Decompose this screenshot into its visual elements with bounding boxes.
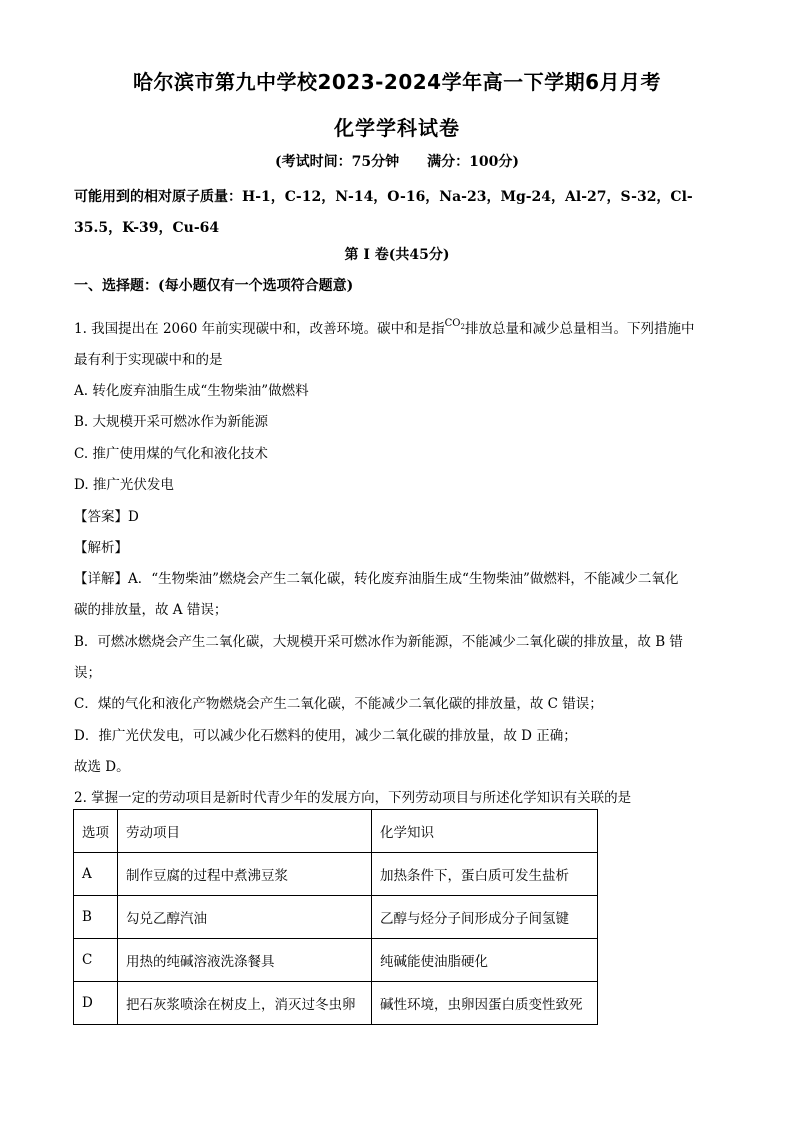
q1-stem-b: 排放总量和减少总量相当。下列措施中 [464, 321, 695, 337]
table-cell: 加热条件下，蛋白质可发生盐析 [372, 853, 598, 896]
table-cell: A [74, 853, 118, 896]
q1-detail-line: 误； [74, 665, 101, 681]
table-header-row [74, 810, 598, 853]
q1-detail-line: 【详解】A．“生物柴油”燃烧会产生二氧化碳，转化废弃油脂生成“生物柴油”做燃料，不能减少二氧化 [74, 571, 679, 587]
atomic-mass-line-2: 35.5，K-39，Cu-64 [74, 220, 220, 236]
table-cell: 纯碱能使油脂硬化 [372, 939, 598, 982]
q1-stem-line-1 [74, 317, 694, 338]
table-row [74, 982, 598, 1025]
table-row [74, 896, 598, 939]
part-heading: 一、选择题：(每小题仅有一个选项符合题意) [74, 278, 354, 294]
q1-detail-line: B．可燃冰燃烧会产生二氧化碳，大规模开采可燃冰作为新能源，不能减少二氧化碳的排放量，故 B 错 [74, 634, 683, 650]
q1-detail-line: C．煤的气化和液化产物燃烧会产生二氧化碳，不能减少二氧化碳的排放量，故 C 错误； [74, 696, 603, 712]
exam-meta [0, 151, 794, 171]
q1-detail-line: 碳的排放量，故 A 错误； [74, 602, 228, 618]
table-cell: D [74, 982, 118, 1025]
table-cell: 勾兑乙醇汽油 [118, 896, 372, 939]
full-score: 满分：100分) [427, 154, 519, 170]
q1-answer: 【答案】D [74, 509, 139, 525]
table-cell: B [74, 896, 118, 939]
q1-option-c: C. 推广使用煤的气化和液化技术 [74, 446, 268, 462]
table-header-cell: 化学知识 [372, 810, 598, 853]
q1-detail-line: D．推广光伏发电，可以减少化石燃料的使用，减少二氧化碳的排放量，故 D 正确； [74, 728, 577, 744]
table-cell: 乙醇与烃分子间形成分子间氢键 [372, 896, 598, 939]
q1-detail-line: 故选 D。 [74, 759, 130, 775]
table-header-cell: 选项 [74, 810, 118, 853]
q1-stem-a: 1. 我国提出在 2060 年前实现碳中和，改善环境。碳中和是指 [74, 321, 445, 337]
table-cell: 用热的纯碱溶液洗涤餐具 [118, 939, 372, 982]
table-cell: 制作豆腐的过程中煮沸豆浆 [118, 853, 372, 896]
co2-formula: CO2 [444, 318, 465, 331]
atomic-mass-note [74, 182, 724, 244]
q1-option-a: A. 转化废弃油脂生成“生物柴油”做燃料 [74, 383, 309, 399]
table-header-cell: 劳动项目 [118, 810, 372, 853]
table-cell: 把石灰浆喷涂在树皮上，消灭过冬虫卵 [118, 982, 372, 1025]
table-row [74, 939, 598, 982]
q1-option-b: B. 大规模开采可燃冰作为新能源 [74, 414, 269, 430]
table-cell: C [74, 939, 118, 982]
table-cell: 碱性环境，虫卵因蛋白质变性致死 [372, 982, 598, 1025]
exam-time: (考试时间：75分钟 [275, 154, 400, 170]
q1-stem-line-2: 最有利于实现碳中和的是 [74, 352, 223, 368]
q2-table [73, 809, 598, 1025]
q2-stem: 2. 掌握一定的劳动项目是新时代青少年的发展方向，下列劳动项目与所述化学知识有关联的是 [74, 790, 632, 806]
section-title: 第 I 卷(共45分) [344, 247, 450, 263]
table-row [74, 853, 598, 896]
q1-analysis-label: 【解析】 [74, 540, 128, 556]
exam-title: 哈尔滨市第九中学校2023-2024学年高一下学期6月月考 [132, 70, 662, 94]
atomic-mass-line-1: 可能用到的相对原子质量：H-1，C-12，N-14，O-16，Na-23，Mg-24，Al-27，S-32，Cl- [74, 189, 693, 205]
exam-subtitle: 化学学科试卷 [334, 116, 460, 140]
q1-option-d: D. 推广光伏发电 [74, 477, 174, 493]
